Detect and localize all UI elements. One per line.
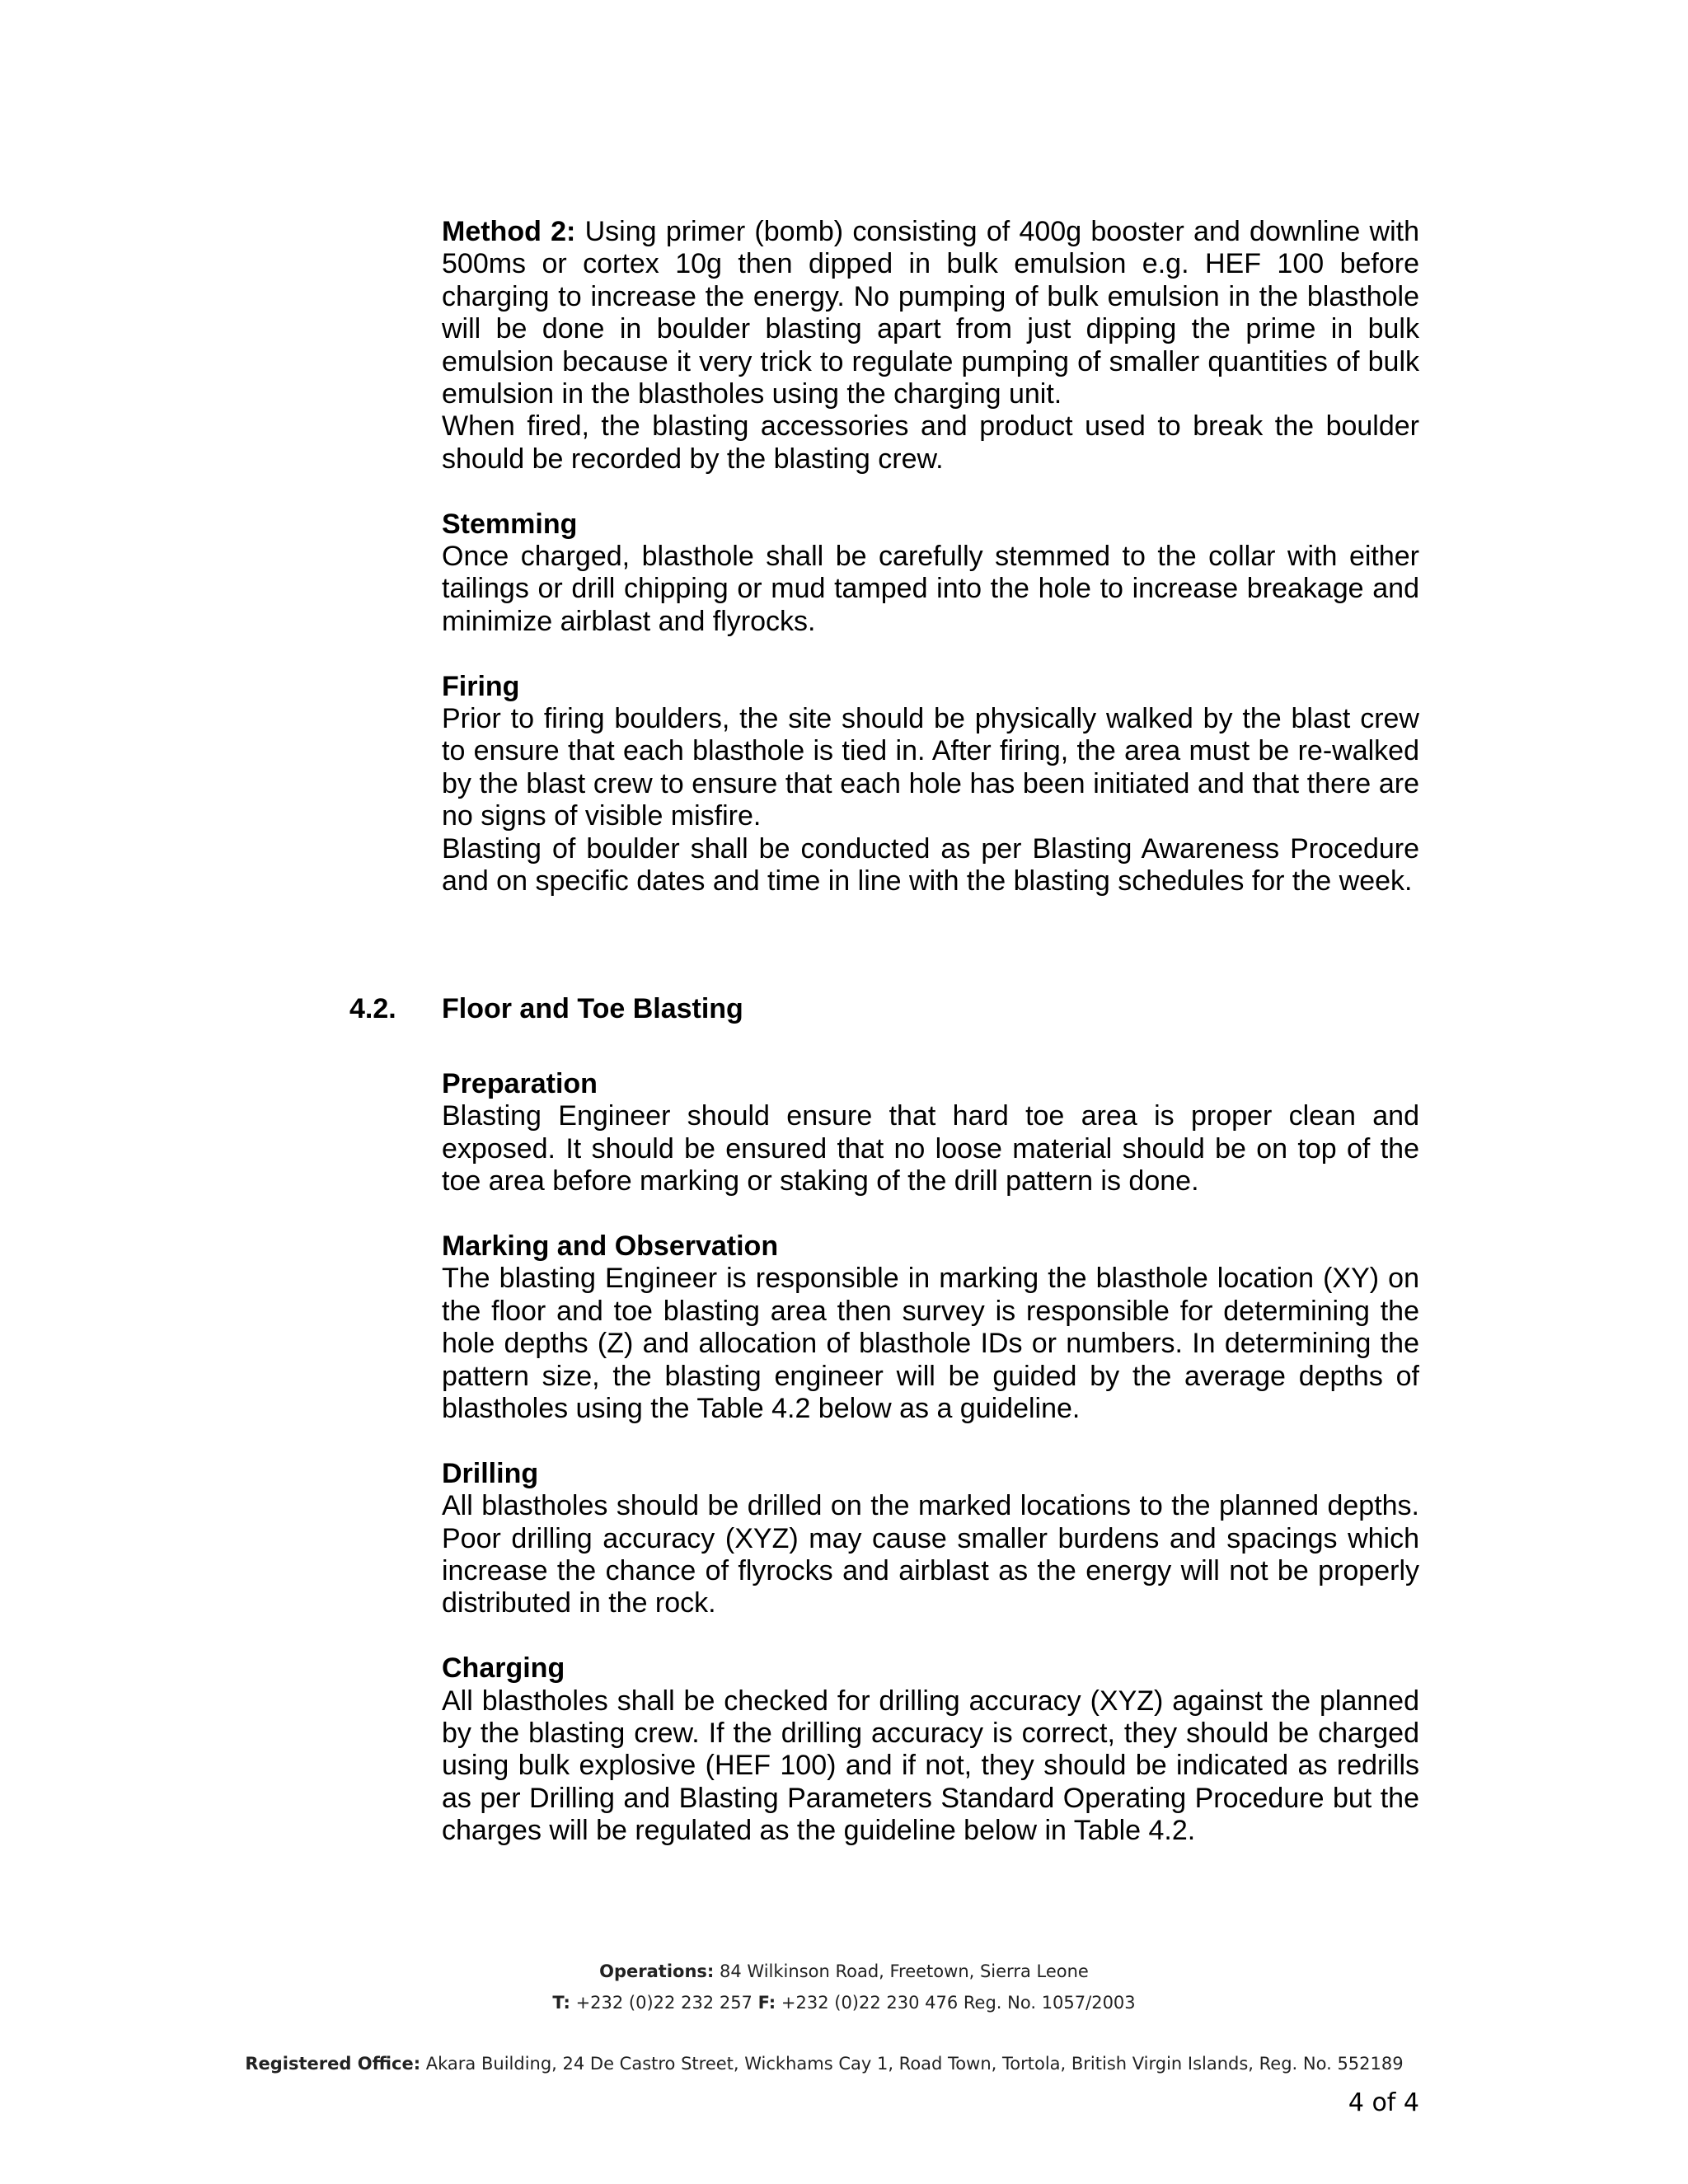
footer-reg-label: Registered Office: [245, 2054, 421, 2074]
charging-paragraph: All blastholes shall be checked for drilling accuracy (XYZ) against the planned by the blasting crew. If the drilling accuracy is correct, they should be charged using bulk explosive (HEF 100) and if not, they should be indicated as redrills as per Drilling and Blasting Parameters Standard Operating Procedure but the charges will be regulated as the guideline below in Table 4.2. [442, 1685, 1419, 1847]
footer-operations [0, 1961, 1688, 1981]
method2-paragraph-2: When fired, the blasting accessories and product used to break the boulder should be recorded by the blasting crew. [442, 410, 1419, 475]
footer-registered-office [0, 2054, 1648, 2074]
drilling-heading: Drilling [442, 1457, 539, 1489]
stemming-heading: Stemming [442, 508, 578, 540]
footer-reg-address: Akara Building, 24 De Castro Street, Wickhams Cay 1, Road Town, Tortola, British Virgin Islands, Reg. No. 552189 [420, 2054, 1404, 2074]
footer-ops-label: Operations: [599, 1961, 715, 1981]
footer-phone-fax [0, 1993, 1688, 2013]
firing-paragraph: Prior to firing boulders, the site should be physically walked by the blast crew to ensure that each blasthole is tied in. After firing, the area must be re-walked by the blast crew to ensure that each hole has been initiated and that there are no signs of visible misfire. [442, 703, 1419, 832]
footer-t-value: +232 (0)22 232 257 [570, 1993, 758, 2013]
footer-ops-address: 84 Wilkinson Road, Freetown, Sierra Leone [714, 1961, 1089, 1981]
section-title: Floor and Toe Blasting [442, 993, 743, 1024]
drilling-paragraph: All blastholes should be drilled on the marked locations to the planned depths. Poor drilling accuracy (XYZ) may cause smaller burdens and spacings which increase the chance of flyrocks and airblast as the energy will not be properly distributed in the rock. [442, 1490, 1419, 1619]
footer-f-label: F: [757, 1993, 776, 2013]
firing-paragraph-2: Blasting of boulder shall be conducted as per Blasting Awareness Procedure and on specific dates and time in line with the blasting schedules for the week. [442, 832, 1419, 898]
preparation-heading: Preparation [442, 1068, 598, 1099]
marking-heading: Marking and Observation [442, 1230, 779, 1263]
body-content-bottom [442, 1068, 1419, 1848]
charging-heading: Charging [442, 1652, 565, 1685]
body-content-top [442, 216, 1419, 898]
footer-f-value: +232 (0)22 230 476 Reg. No. 1057/2003 [776, 1993, 1136, 2013]
method2-lead: Method 2: [442, 216, 576, 247]
preparation-paragraph: Blasting Engineer should ensure that hard toe area is proper clean and exposed. It should be ensured that no loose material should be on top of the toe area before marking or staking of the drill pattern is done. [442, 1100, 1419, 1197]
footer-t-label: T: [552, 1993, 570, 2013]
stemming-paragraph: Once charged, blasthole shall be carefully stemmed to the collar with either tailings or drill chipping or mud tamped into the hole to increase breakage and minimize airblast and flyrocks. [442, 541, 1419, 637]
firing-heading: Firing [442, 670, 520, 702]
method2-text: Using primer (bomb) consisting of 400g booster and downline with 500ms or cortex 10g then dipped in bulk emulsion e.g. HEF 100 before charging to increase the energy. No pumping of bulk emulsion in the blasthole will be done in boulder blasting apart from just dipping the prime in bulk emulsion because it very trick to regulate pumping of smaller quantities of bulk emulsion in the blastholes using the charging unit. [442, 216, 1419, 410]
section-number: 4.2. [349, 993, 396, 1024]
page-number: 4 of 4 [1348, 2088, 1419, 2117]
marking-paragraph: The blasting Engineer is responsible in marking the blasthole location (XY) on the floor and toe blasting area then survey is responsible for determining the hole depths (Z) and allocation of blasthole IDs or numbers. In determining the pattern size, the blasting engineer will be guided by the average depths of blastholes using the Table 4.2 below as a guideline. [442, 1263, 1419, 1425]
method2-paragraph [442, 216, 1419, 410]
